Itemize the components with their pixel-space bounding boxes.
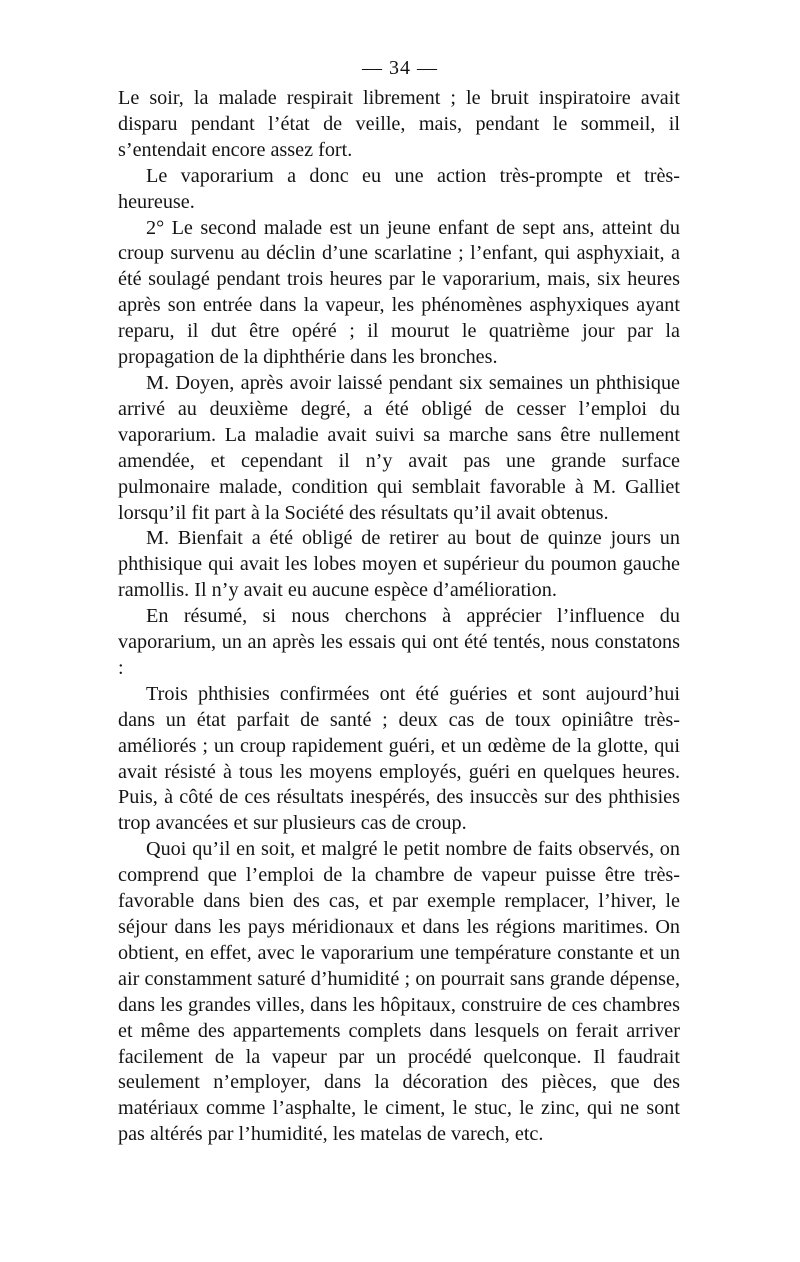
page-number: — 34 — [362,57,438,79]
paragraph-4: M. Doyen, après avoir laissé pendant six semaines un phthisique arrivé au deuxième degré, a été obligé de cesser l’emploi du vaporarium. La maladie avait suivi sa marche sans être nullement amendée, et cependant il n’y avait pas une grande surface pulmonaire malade, condition qui semblait favorable à M. Galliet lorsqu’il fit part à la Société des résultats qu’il avait obtenus. [118,371,680,524]
paragraph-6: En résumé, si nous cherchons à apprécier l’influence du vaporarium, un an après les essais qui ont été tentés, nous constatons : [118,605,680,679]
paragraph-1: Le soir, la malade respirait librement ; le bruit inspiratoire avait disparu pendant l’état de veille, mais, pendant le sommeil, il s’entendait encore assez fort. [118,87,680,161]
paragraph-8: Quoi qu’il en soit, et malgré le petit nombre de faits observés, on comprend que l’emploi de la chambre de vapeur puisse être très-favorable dans bien des cas, et par exemple remplacer, l’hiver, le séjour dans les pays méridionaux et dans les régions maritimes. On obtient, en effet, avec le vaporarium une température constante et un air constamment saturé d’humidité ; on pourrait sans grande dépense, dans les grandes villes, dans les hôpitaux, construire de ces chambres et même des appartements complets dans lesquels on ferait arriver facilement de la vapeur par un procédé quelconque. Il faudrait seulement n’employer, dans la décoration des pièces, que des matériaux comme l’asphalte, le ciment, le stuc, le zinc, qui ne sont pas altérés par l’humidité, les matelas de varech, etc. [118,838,680,1146]
paragraph-3: 2° Le second malade est un jeune enfant de sept ans, atteint du croup survenu au déclin d’une scarlatine ; l’enfant, qui asphyxiait, a été soulagé pendant trois heures par le vaporarium, mais, six heures après son entrée dans la vapeur, les phénomènes asphyxiques ayant reparu, il dut être opéré ; il mourut le quatrième jour par la propagation de la diphthérie dans les bronches. [118,216,680,369]
paragraph-2: Le vaporarium a donc eu une action très-prompte et très-heureuse. [118,164,680,213]
body-text [118,86,680,1148]
paragraph-7: Trois phthisies confirmées ont été guéries et sont aujourd’hui dans un état parfait de santé ; deux cas de toux opiniâtre très-améliorés ; un croup rapidement guéri, et un œdème de la glotte, qui avait résisté à tous les moyens employés, guéri en quelques heures. Puis, à côté de ces résultats inespérés, des insuccès sur des phthisies trop avancées et sur plusieurs cas de croup. [118,682,680,835]
paragraph-5: M. Bienfait a été obligé de retirer au bout de quinze jours un phthisique qui avait les lobes moyen et supérieur du poumon gauche ramollis. Il n’y avait eu aucune espèce d’amélioration. [118,527,680,602]
